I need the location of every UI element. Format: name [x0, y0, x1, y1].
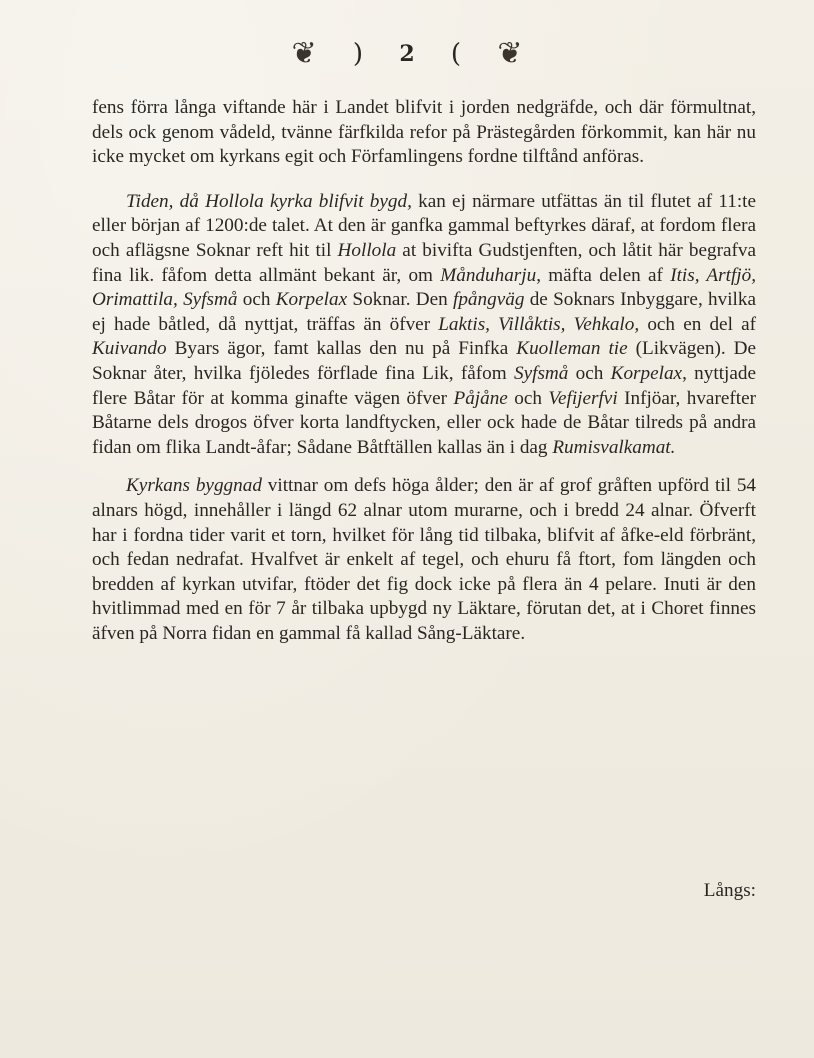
p2-span-8: och [237, 289, 276, 311]
paragraph-3 [92, 474, 756, 646]
fleuron-left-icon: ❦ [291, 36, 317, 71]
p2-span-1: Tiden, då Hollola kyrka blifvit bygd, [126, 190, 412, 212]
p2-span-2: kan ej närmare utfättas än til flutet af 11:te eller början af 1200:de talet. At den är ganfka gammal beftyrkes däraf, at fordom flera och aflägsne Soknar reft hit til [92, 190, 756, 261]
p2-span-26: Infjöar, hvarefter Båtarne dels drogos öfver korta landftycken, eller ock hade de Båtar tilreds på andra fidan om flika Landt-åfar; Sådane Båtftällen kallas än i dag [92, 387, 756, 458]
page-header [0, 36, 814, 76]
paren-close: ( [450, 38, 462, 69]
p2-span-7: Itis, Artfjö, Orimattila, Syfsmå [92, 264, 756, 311]
fleuron-right-icon: ❦ [497, 36, 523, 71]
page-number: 2 [399, 40, 415, 67]
p3-span-2: vittnar om defs höga ålder; den är af grof gråften upförd til 54 alnars högd, innehåller i längd 62 alnar utom murarne, och i bredd 24 alnar. Öfverft har i fordna tider varit et torn, hvilket för lång tid tilbaka, blifvit af åfke-eld förbränt, och fedan nedrafat. Hvalfvet är enkelt af tegel, och ehuru få ftort, fom längden och bredden af kyrkan utvifar, ftöder det fig dock icke på flera än 4 pelare. Inuti är den hvitlimmad med en för 7 år tilbaka upbygd ny Läktare, förutan det, at i Choret finnes äfven på Norra fidan en gammal få kallad Sång-Läktare. [92, 475, 757, 644]
p2-span-24: och [507, 387, 549, 409]
p2-span-20: och [568, 362, 611, 384]
p2-span-14: och en del af [639, 313, 756, 335]
paragraph-1: fens förra långa viftande här i Landet blifvit i jorden nedgräfde, och där förmultnat, dels ock genom vådeld, tvänne färfkilda refor på Prästegården förkommit, kan här nu icke mycket om kyrkans egit och Förfamlingens fordne tilftånd anföras. [92, 97, 756, 168]
p2-span-6: , mäfta delen af [536, 264, 671, 286]
body-text [92, 96, 756, 646]
p2-span-25: Vefijerfvi [548, 387, 618, 409]
p2-span-12: de Soknars Inbyggare, hvilka ej hade båtled, då nyttjat, träffas än öfver [92, 289, 756, 335]
p3-span-1: Kyrkans byggnad [126, 475, 262, 497]
p2-span-9: Korpelax [275, 289, 348, 311]
p2-span-13: Laktis, Villåktis, Vehkalo, [438, 313, 640, 335]
p2-span-3: Hollola [337, 239, 397, 261]
p2-span-16: Byars ägor, famt kallas den nu på Finfka [166, 338, 517, 360]
p2-span-10: Soknar. Den [347, 289, 453, 311]
p2-span-11: fpångväg [453, 289, 525, 311]
p2-span-27: Rumisvalkamat. [552, 436, 676, 458]
p2-span-17: Kuolleman tie [516, 338, 628, 360]
p2-span-19: Syfsmå [514, 362, 569, 384]
p2-span-15: Kuivando [92, 338, 167, 360]
p2-span-4: at bivifta Gudstjenften, och låtit här begrafva fina lik. fåfom detta allmänt bekant är, om [92, 239, 756, 286]
p2-span-21: Korpelax [610, 362, 683, 384]
paragraph-2 [92, 190, 756, 461]
paren-open: ) [352, 38, 364, 69]
catchword: Långs: [703, 880, 756, 901]
p2-span-5: Månduharju [440, 264, 537, 286]
p2-span-23: Påjåne [453, 387, 508, 409]
p2-span-22: , nyttjade flere Båtar för at komma ginafte vägen öfver [92, 362, 756, 409]
p2-span-18: (Likvägen). De Soknar åter, hvilka fjöledes förflade fina Lik, fåfom [92, 338, 756, 384]
